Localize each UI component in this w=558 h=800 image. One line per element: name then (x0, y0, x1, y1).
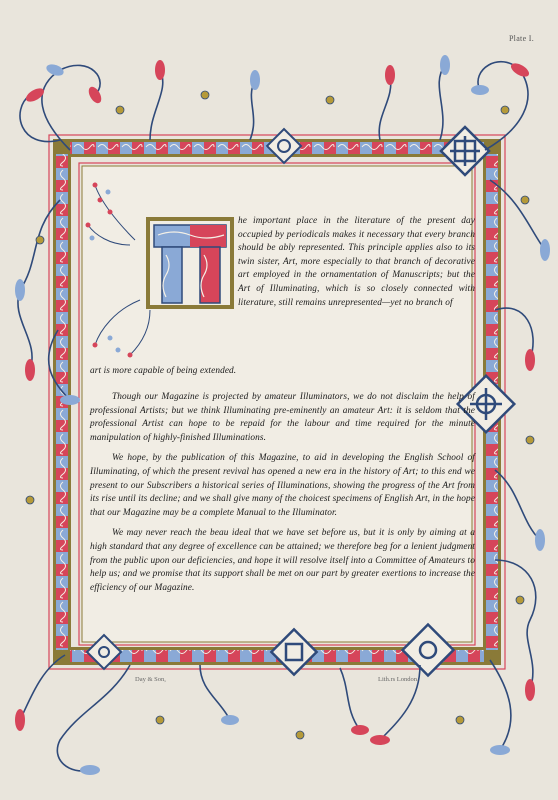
intro-block (90, 215, 475, 391)
credit-left: Day & Son, (135, 676, 166, 683)
intro-paragraph: he important place in the literature of the present day occupied by periodicals makes it necessary that every branch should be ably represented. This principle applies also to its twin sister, Art, more especially to that branch of decorative art employed in the ornamentation of Manuscripts; but the Art of Illuminating, which is so closely connected with literature, still remains unrepresented—yet no branch of (238, 216, 475, 308)
paragraph-3: We may never reach the beau ideal that we have set before us, but it is only by aiming at a high standard that any degree of excellence can be attained; we therefore beg for a lenient judgment from the public upon our deficiencies, and hope it will resolve itself into a Committee of Amateurs to help us; and we promise that its support shall be met on our part by greater exertions to increase the efficiency of our Magazine. (90, 528, 475, 593)
intro-tail: art is more capable of being extended. (90, 366, 237, 376)
main-text (90, 215, 475, 635)
illuminated-initial-T (144, 215, 236, 311)
paragraph-1: Though our Magazine is projected by amateur Illuminators, we do not disclaim the help of professional Artists; but we think Illuminating pre-eminently an amateur Art: it is seldom that the professional Artist can hope to be repaid for the labour and time required for the minute manipulation of highly-finished Illuminations. (90, 392, 475, 443)
credit-right: Lith.rs London. (378, 676, 419, 683)
plate-label: Plate I. (508, 34, 534, 43)
paragraph-2: We hope, by the publication of this Magazine, to aid in developing the English School of Illuminating, of which the present revival has opened a new era in the history of Art; to this end we present to our Subscribers a historical series of Illuminations, showing the progress of the Art from its rise until its decline; and we shall give many of the choicest specimens of English Art, in the hope that our Magazine may be a complete Manual to the Illuminator. (90, 453, 475, 518)
celtic-knot-top-mid (267, 129, 301, 163)
